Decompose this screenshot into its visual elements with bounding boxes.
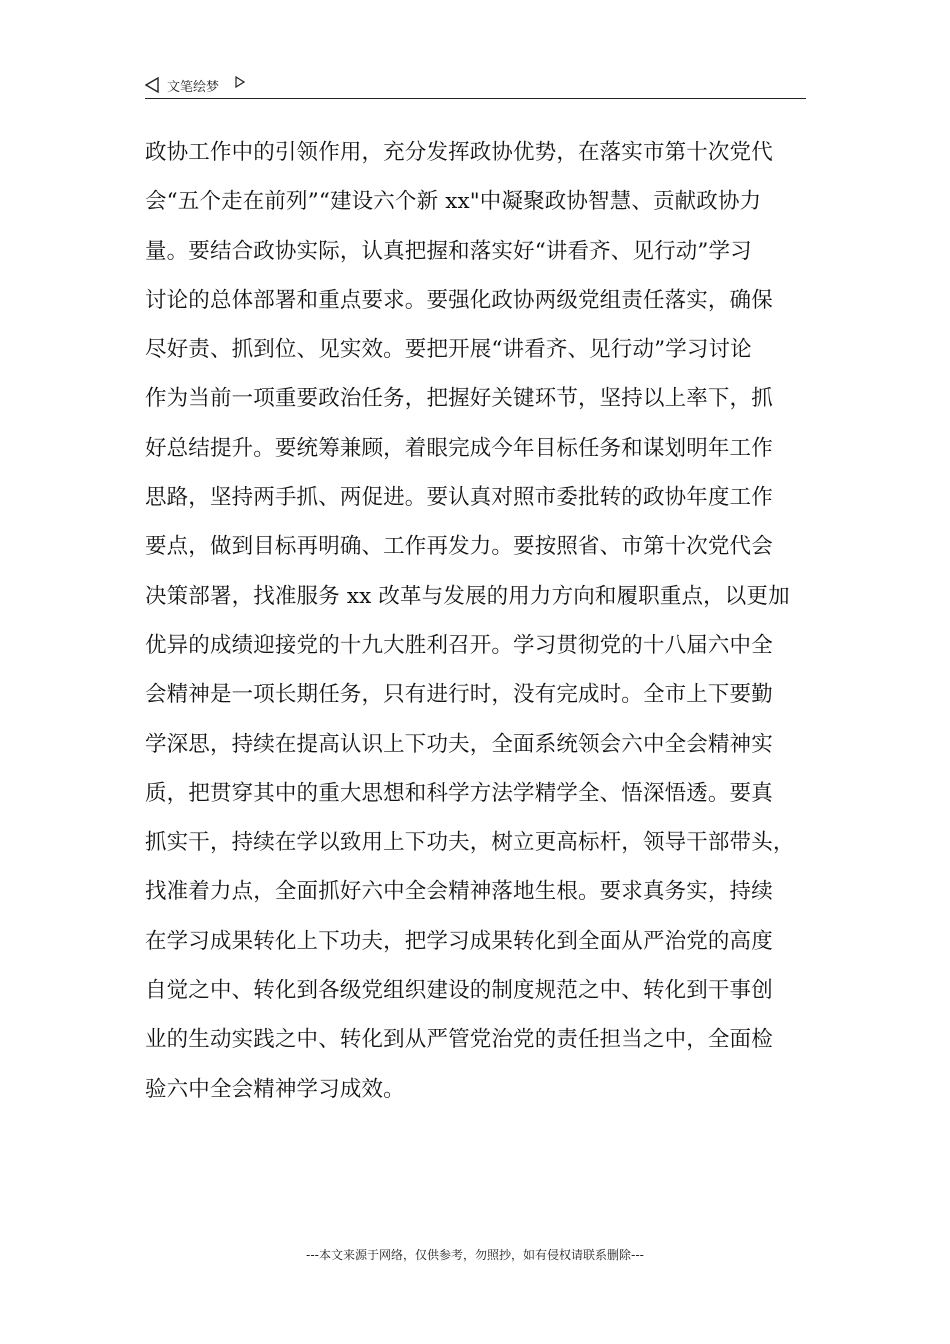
document-body xyxy=(145,132,810,1118)
page-footer: ---本文来源于网络，仅供参考，勿照抄，如有侵权请联系删除--- xyxy=(306,1248,644,1262)
text-line: 业的生动实践之中、转化到从严管党治党的责任担当之中，全面检 xyxy=(145,1027,773,1053)
text-line: 优异的成绩迎接党的十九大胜利召开。学习贯彻党的十八届六中全 xyxy=(145,632,773,658)
text-line: 会精神是一项长期任务，只有进行时，没有完成时。全市上下要勤 xyxy=(145,682,773,708)
triangle-left-outline-icon xyxy=(145,77,159,93)
text-line: 讨论的总体部署和重点要求。要强化政协两级党组责任落实，确保 xyxy=(145,287,773,313)
text-line: 要点，做到目标再明确、工作再发力。要按照省、市第十次党代会 xyxy=(145,534,773,560)
text-line: 抓实干，持续在学以致用上下功夫，树立更高标杆，领导干部带头， xyxy=(145,830,795,856)
text-line: 找准着力点，全面抓好六中全会精神落地生根。要求真务实，持续 xyxy=(145,879,773,905)
text-line: 尽好责、抓到位、见实效。要把开展“讲看齐、见行动”学习讨论 xyxy=(145,337,752,363)
text-line: 质，把贯穿其中的重大思想和科学方法学精学全、悟深悟透。要真 xyxy=(145,780,773,806)
text-line: 验六中全会精神学习成效。 xyxy=(145,1076,405,1102)
text-line: 自觉之中、转化到各级党组织建设的制度规范之中、转化到干事创 xyxy=(145,978,773,1004)
text-line: 政协工作中的引领作用，充分发挥政协优势，在落实市第十次党代 xyxy=(145,140,773,165)
text-line: 会“五个走在前列”“建设六个新 xx"中凝聚政协智慧、贡献政协力 xyxy=(145,189,762,215)
text-line: 好总结提升。要统筹兼顾，着眼完成今年目标任务和谋划明年工作 xyxy=(145,435,773,461)
text-line: 思路，坚持两手抓、两促进。要认真对照市委批转的政协年度工作 xyxy=(145,485,773,511)
page-header xyxy=(145,74,806,99)
text-line: 量。要结合政协实际，认真把握和落实好“讲看齐、见行动”学习 xyxy=(145,238,752,264)
text-line: 在学习成果转化上下功夫，把学习成果转化到全面从严治党的高度 xyxy=(145,928,773,954)
triangle-right-outline-icon xyxy=(235,76,245,88)
text-line: 作为当前一项重要政治任务，把握好关键环节，坚持以上率下，抓 xyxy=(145,386,773,412)
text-line: 学深思，持续在提高认识上下功夫，全面系统领会六中全会精神实 xyxy=(145,731,773,757)
text-line: 决策部署，找准服务 xx 改革与发展的用力方向和履职重点，以更加 xyxy=(145,583,790,609)
header-title: 文笔绘梦 xyxy=(167,80,220,95)
